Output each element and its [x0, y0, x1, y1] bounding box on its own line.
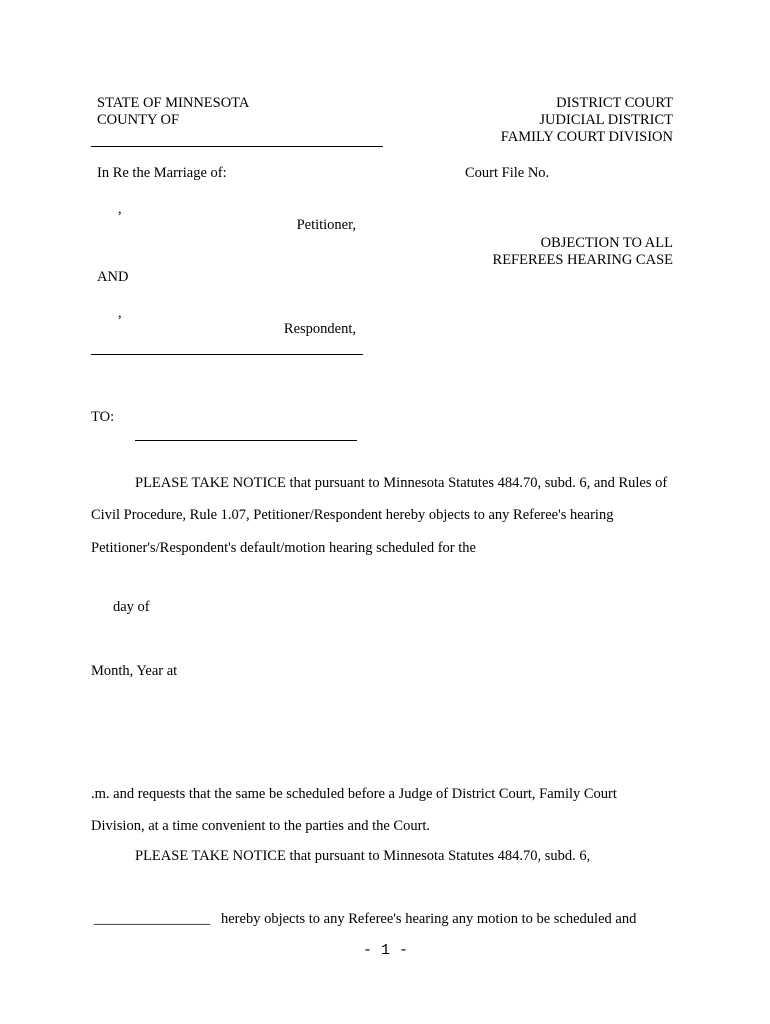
- court-file-label: Court File No.: [465, 165, 550, 181]
- to-recipient-line: [135, 440, 357, 441]
- petitioner-label: Petitioner,: [296, 217, 356, 233]
- petitioner-name-comma: ,: [118, 201, 122, 217]
- second-notice-line1: PLEASE TAKE NOTICE that pursuant to Minnesota Statutes 484.70, subd. 6,: [135, 848, 591, 864]
- county-heading: COUNTY OF: [97, 112, 180, 128]
- to-label: TO:: [91, 409, 115, 425]
- month-year-label: Month, Year at: [91, 663, 178, 679]
- county-signature-line: [91, 146, 383, 147]
- document-title-line2: REFEREES HEARING CASE: [492, 252, 673, 268]
- district-heading: JUDICIAL DISTRICT: [539, 112, 673, 128]
- respondent-label: Respondent,: [283, 321, 356, 337]
- division-heading: FAMILY COURT DIVISION: [500, 129, 673, 145]
- respondent-name-comma: ,: [118, 305, 122, 321]
- in-re-label: In Re the Marriage of:: [97, 165, 227, 181]
- court-heading: DISTRICT COURT: [556, 95, 673, 111]
- page-number: - 1 -: [363, 942, 409, 959]
- request-paragraph-line2: Division, at a time convenient to the parties and the Court.: [91, 818, 431, 834]
- notice-paragraph-line1: PLEASE TAKE NOTICE that pursuant to Minnesota Statutes 484.70, subd. 6, and Rules of: [135, 475, 668, 491]
- request-paragraph-line1: .m. and requests that the same be scheduled before a Judge of District Court, Family Court: [91, 786, 617, 802]
- state-heading: STATE OF MINNESOTA: [97, 95, 250, 111]
- caption-closing-line: [91, 354, 363, 355]
- day-of-label: day of: [113, 599, 150, 615]
- notice-paragraph-line3: Petitioner's/Respondent's default/motion hearing scheduled for the: [91, 540, 476, 556]
- objection-line1: hereby objects to any Referee's hearing any motion to be scheduled and: [221, 911, 637, 927]
- document-title-line1: OBJECTION TO ALL: [540, 235, 673, 251]
- notice-paragraph-line2: Civil Procedure, Rule 1.07, Petitioner/Respondent hereby objects to any Referee's hearing: [91, 507, 614, 523]
- objector-blank: ________________: [94, 911, 210, 927]
- and-label: AND: [97, 269, 129, 285]
